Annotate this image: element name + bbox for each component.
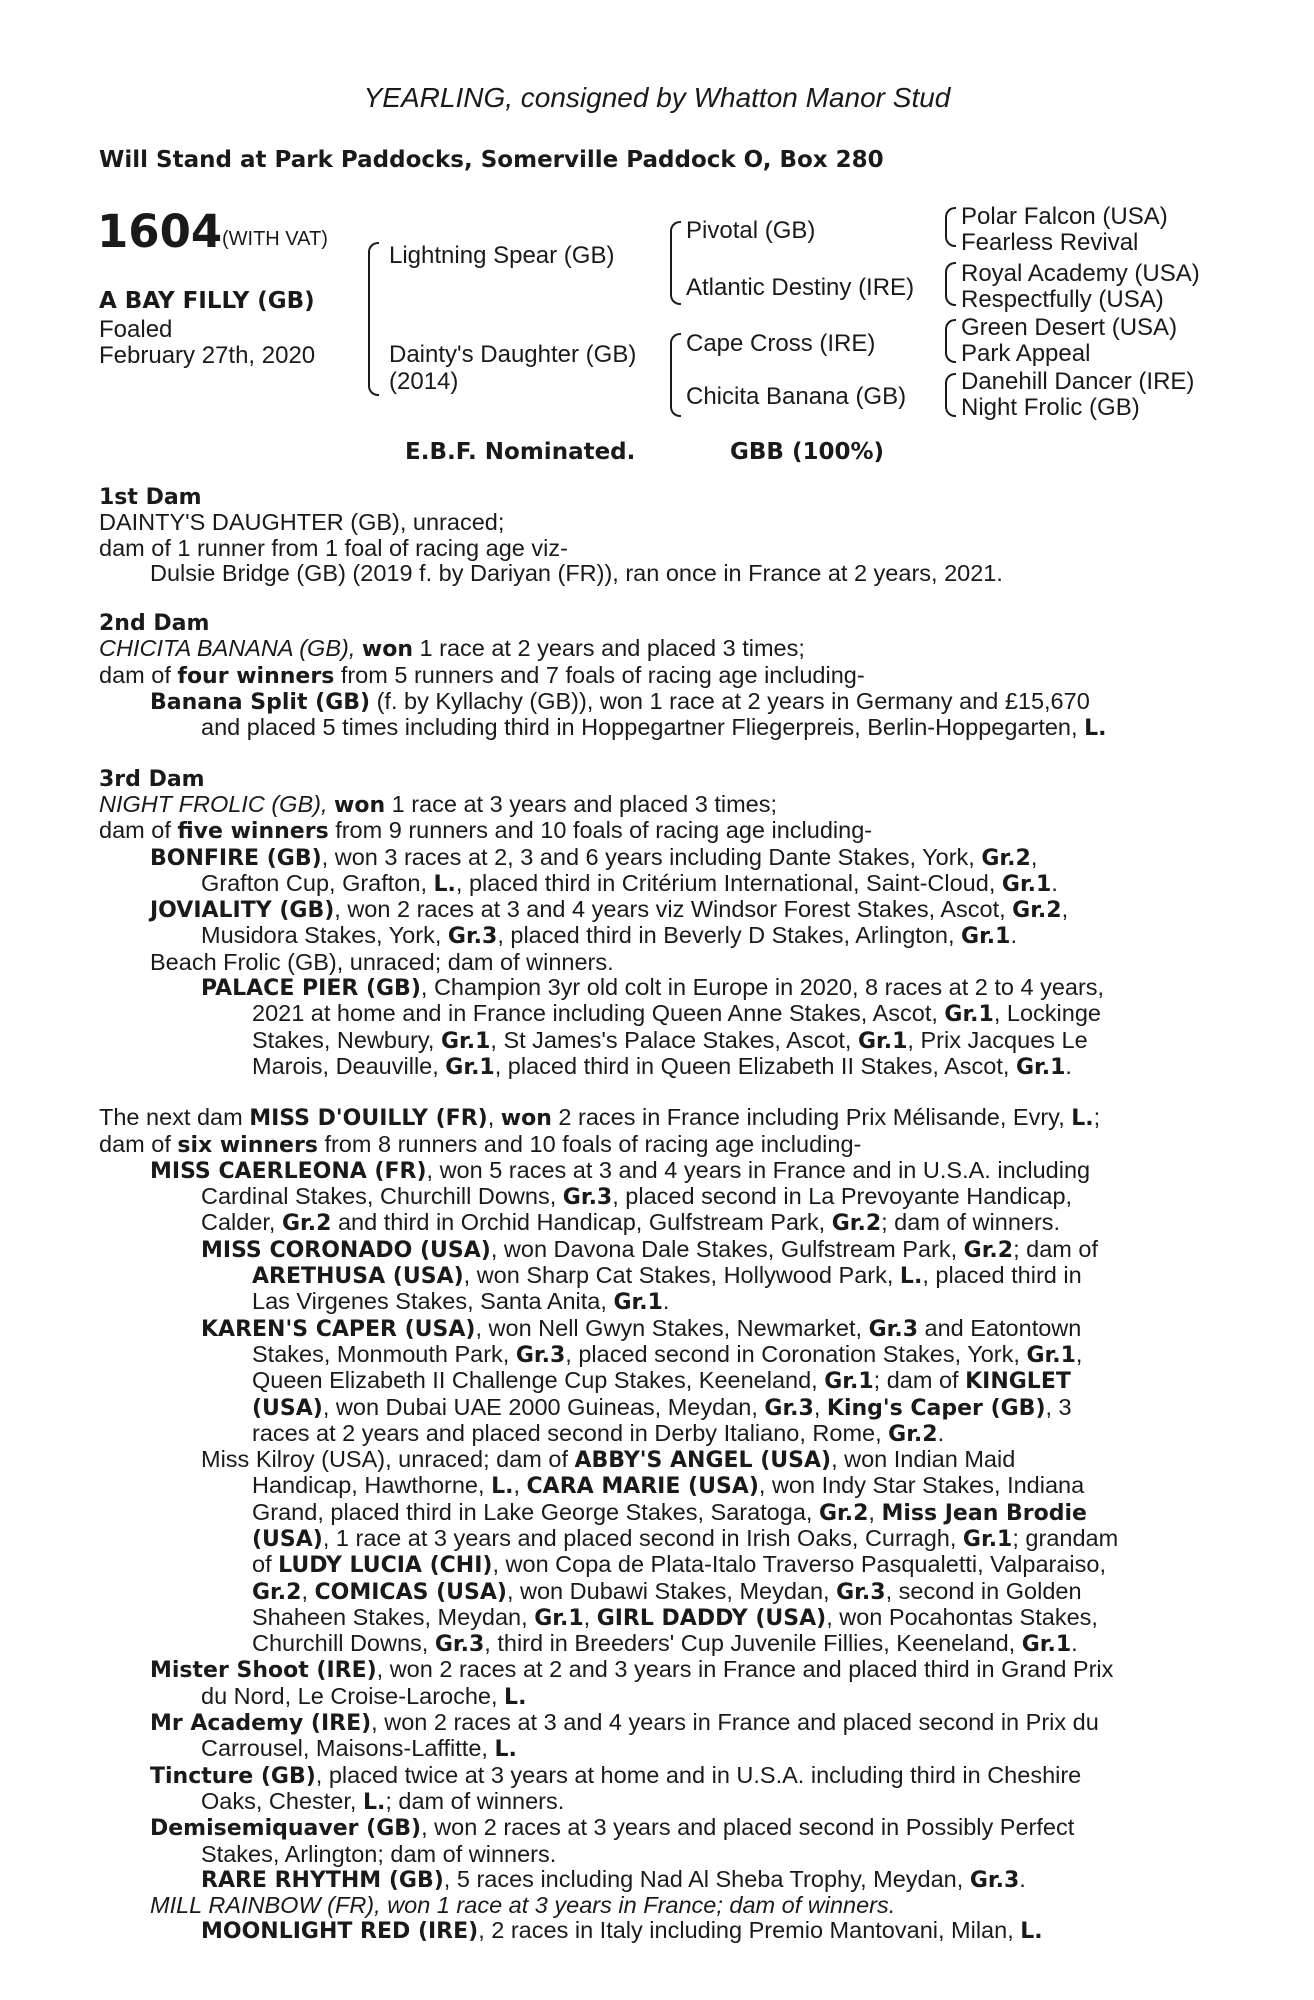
text: Stakes, Newbury, [252, 1026, 441, 1053]
next-dam-line [99, 1763, 1209, 1789]
text: Shaheen Stakes, Meydan, [252, 1603, 535, 1630]
horse-name: (USA) [252, 1526, 323, 1552]
horse-name: Tincture (GB) [150, 1763, 316, 1789]
text: ; grandam [1012, 1524, 1119, 1551]
text: 2021 at home and in France including Queen Anne Stakes, Ascot, [252, 1000, 945, 1027]
grandparent-1: Polar Falcon (USA) [961, 203, 1168, 230]
next-dam-line [99, 1736, 1209, 1762]
grandparent-3: Royal Academy (USA) [961, 260, 1200, 287]
grade: L. [494, 1737, 517, 1763]
horse-name: LUDY LUCIA (CHI) [278, 1553, 493, 1579]
next-dam-line [99, 1473, 1209, 1499]
next-dam-line [99, 1918, 1209, 1944]
text: from 8 runners and 10 foals of racing age including- [317, 1130, 862, 1157]
text: , 5 races including Nad Al Sheba Trophy, Meydan, [443, 1865, 970, 1892]
pedigree-brace-sire [670, 221, 681, 305]
text: ; dam of winners. [385, 1787, 565, 1814]
grade: Gr.3 [764, 1395, 814, 1421]
gbb-status: GBB (100%) [730, 439, 885, 465]
emphasis: won [334, 792, 386, 818]
next-dam-line [99, 1210, 1209, 1236]
second-dam-heading: 2nd Dam [99, 611, 210, 637]
grade: Gr.3 [836, 1579, 886, 1605]
third-dam-line [99, 1001, 1209, 1027]
text: and third in Orchid Handicap, Gulfstream Park, [331, 1209, 832, 1236]
text: ; dam of [1013, 1235, 1098, 1262]
text: The next dam [99, 1104, 250, 1131]
text: Carrousel, Maisons-Laffitte, [201, 1735, 495, 1762]
next-dam-line: Stakes, Arlington; dam of winners. [201, 1840, 557, 1867]
text: Queen Elizabeth II Challenge Cup Stakes, Keeneland, [252, 1367, 825, 1394]
text: , 2 races in Italy including Premio Mantovani, Milan, [478, 1917, 1021, 1944]
text: , [513, 1472, 527, 1499]
text: . [662, 1288, 670, 1315]
grade: Gr.2 [831, 1211, 882, 1237]
vat-note: (WITH VAT) [222, 228, 328, 250]
grade: Gr.1 [1001, 871, 1052, 897]
first-dam-heading: 1st Dam [99, 485, 202, 510]
dam-name: CHICITA BANANA (GB), [99, 635, 362, 662]
horse-name: RARE RHYTHM (GB) [201, 1867, 444, 1893]
lot-description: A BAY FILLY (GB) [99, 288, 315, 314]
text: from 9 runners and 10 foals of racing age including- [328, 817, 873, 844]
second-dam-line [99, 663, 1209, 689]
dam-name: NIGHT FROLIC (GB), [99, 790, 334, 817]
third-dam-line [99, 818, 1209, 844]
text: , Champion 3yr old colt in Europe in 2020, 8 races at 2 to 4 years, [420, 974, 1105, 1001]
text: , won Nell Gwyn Stakes, Newmarket, [475, 1314, 869, 1341]
text: , won 2 races at 3 and 4 years viz Windsor Forest Stakes, Ascot, [334, 896, 1013, 923]
pedigree-brace-dam [670, 333, 681, 417]
text: , 3 [1045, 1393, 1072, 1420]
text: (f. by Kyllachy (GB)), won 1 race at 2 years in Germany and £15,670 [370, 688, 1090, 715]
foaled-date: February 27th, 2020 [99, 342, 316, 369]
text: du Nord, Le Croise-Laroche, [201, 1682, 505, 1709]
grade: L. [1020, 1919, 1043, 1945]
text: , placed third in Queen Elizabeth II Stakes, Ascot, [494, 1052, 1016, 1079]
next-dam-line [99, 1263, 1209, 1289]
horse-name: BONFIRE (GB) [150, 845, 322, 871]
pedigree-brace-g4 [945, 373, 956, 417]
horse-name: Mister Shoot (IRE) [150, 1658, 377, 1684]
text: Oaks, Chester, [201, 1787, 363, 1814]
text: , [1061, 896, 1069, 923]
grade: Gr.1 [1021, 1632, 1072, 1658]
ebf-nomination: E.B.F. Nominated. [405, 439, 636, 465]
text: , placed third in [922, 1262, 1082, 1289]
text: , [868, 1498, 882, 1525]
horse-name: GIRL DADDY (USA) [596, 1605, 827, 1631]
sire-sire: Pivotal (GB) [686, 217, 816, 244]
second-dam-line [99, 689, 1209, 715]
next-dam-line [99, 1158, 1209, 1184]
horse-name: Miss Jean Brodie [881, 1500, 1087, 1526]
horse-name: MISS CORONADO (USA) [201, 1237, 491, 1263]
next-dam-line [99, 1579, 1209, 1605]
text: . [1010, 922, 1017, 949]
next-dam-line: MILL RAINBOW (FR), won 1 race at 3 years in France; dam of winners. [150, 1892, 896, 1919]
first-dam-line: dam of 1 runner from 1 foal of racing age viz- [99, 534, 568, 561]
next-dam-line [99, 1447, 1209, 1473]
third-dam-line [99, 1028, 1209, 1054]
next-dam-line [99, 1552, 1209, 1578]
dam: Dainty's Daughter (GB) [389, 341, 637, 368]
text: 1 race at 2 years and placed 3 times; [412, 635, 805, 662]
horse-name: MISS CAERLEONA (FR) [150, 1158, 427, 1184]
text: , won 5 races at 3 and 4 years in France and in U.S.A. including [426, 1156, 1091, 1183]
text: Cardinal Stakes, Churchill Downs, [201, 1183, 563, 1210]
second-dam-line [99, 715, 1209, 741]
text: , 1 race at 3 years and placed second in Irish Oaks, Curragh, [322, 1524, 963, 1551]
next-dam-line [99, 1132, 1209, 1158]
grade: L. [1071, 1106, 1094, 1132]
horse-name: Mr Academy (IRE) [150, 1711, 372, 1737]
text: ; dam of [873, 1367, 966, 1394]
third-dam-line [99, 845, 1209, 871]
foaled-label: Foaled [99, 316, 173, 343]
horse-name: MOONLIGHT RED (IRE) [201, 1919, 479, 1945]
text: , [487, 1104, 501, 1131]
horse-name: King's Caper (GB) [826, 1395, 1046, 1421]
grandparent-7: Danehill Dancer (IRE) [961, 368, 1195, 395]
next-dam-line [99, 1316, 1209, 1342]
grade: L. [899, 1264, 923, 1290]
grade: Gr.3 [969, 1867, 1020, 1893]
grade: Gr.2 [282, 1211, 332, 1237]
grade: L. [491, 1474, 514, 1500]
dam-dam: Chicita Banana (GB) [686, 383, 907, 410]
text: . [1051, 869, 1058, 896]
text: , Lockinge [993, 1000, 1101, 1027]
grade: L. [1084, 716, 1107, 742]
grade: L. [433, 871, 456, 897]
emphasis: won [500, 1106, 552, 1132]
text: , won 2 races at 3 and 4 years in France and placed second in Prix du [371, 1709, 1099, 1736]
third-dam-line [99, 897, 1209, 923]
grandparent-5: Green Desert (USA) [961, 314, 1178, 341]
horse-name: ABBY'S ANGEL (USA) [574, 1448, 832, 1474]
grade: Gr.3 [868, 1316, 919, 1342]
sire: Lightning Spear (GB) [389, 242, 615, 269]
grade: Gr.1 [961, 924, 1011, 950]
emphasis: six winners [177, 1132, 318, 1158]
text: Grafton Cup, Grafton, [201, 869, 434, 896]
text: , won 2 races at 3 years and placed second in Possibly Perfect [421, 1814, 1075, 1841]
text: . [937, 1419, 945, 1446]
third-dam-line: Beach Frolic (GB), unraced; dam of winners. [150, 948, 614, 975]
dam-year: (2014) [389, 368, 459, 395]
text: , won Indy Star Stakes, Indiana [758, 1472, 1085, 1499]
pedigree-brace-main [368, 242, 379, 396]
text: dam of [99, 661, 178, 688]
text: , placed second in La Prevoyante Handicap, [612, 1183, 1073, 1210]
next-dam-line [99, 1867, 1209, 1893]
grade: Gr.1 [857, 1028, 908, 1054]
text: , won Dubawi Stakes, Meydan, [506, 1577, 837, 1604]
next-dam-line [99, 1289, 1209, 1315]
horse-name: PALACE PIER (GB) [201, 976, 421, 1002]
text: , Prix Jacques Le [907, 1026, 1088, 1053]
text: . [1071, 1630, 1078, 1657]
horse-name: MISS D'OUILLY (FR) [249, 1106, 488, 1132]
text: dam of [99, 817, 178, 844]
text: , [1075, 1340, 1083, 1367]
grandparent-2: Fearless Revival [961, 229, 1139, 256]
text: , third in Breeders' Cup Juvenile Fillies, Keeneland, [484, 1630, 1022, 1657]
second-dam-line [99, 636, 1209, 662]
next-dam-line [99, 1105, 1209, 1131]
text: , won Sharp Cat Stakes, Hollywood Park, [463, 1262, 900, 1289]
text: , won Copa de Plata-Italo Traverso Pasqualetti, Valparaiso, [492, 1551, 1106, 1578]
emphasis: won [361, 637, 413, 663]
grade: Gr.1 [944, 1002, 994, 1028]
next-dam-line [99, 1237, 1209, 1263]
text: Musidora Stakes, York, [201, 922, 448, 949]
pedigree-brace-g2 [945, 262, 956, 306]
horse-name: KINGLET [965, 1369, 1071, 1395]
text: Churchill Downs, [252, 1630, 435, 1657]
text: , won Dubai UAE 2000 Guineas, Meydan, [322, 1393, 765, 1420]
grade: Gr.1 [1026, 1342, 1076, 1368]
grade: Gr.3 [434, 1632, 485, 1658]
grandparent-4: Respectfully (USA) [961, 286, 1164, 313]
third-dam-heading: 3rd Dam [99, 766, 205, 792]
grade: Gr.1 [962, 1526, 1013, 1552]
text: , won Davona Dale Stakes, Gulfstream Park, [490, 1235, 964, 1262]
text: ; [1093, 1104, 1101, 1131]
text: , [301, 1577, 315, 1604]
horse-name: (USA) [252, 1395, 323, 1421]
text: from 5 runners and 7 foals of racing age including- [334, 661, 865, 688]
grade: L. [504, 1684, 527, 1710]
next-dam-line [99, 1605, 1209, 1631]
next-dam-line [99, 1500, 1209, 1526]
text: , won Indian Maid [831, 1446, 1016, 1473]
grandparent-6: Park Appeal [961, 340, 1091, 367]
text: Marois, Deauville, [252, 1052, 446, 1079]
text: , [1030, 843, 1038, 870]
text: , [813, 1393, 827, 1420]
third-dam-line [99, 792, 1209, 818]
next-dam-line [99, 1184, 1209, 1210]
grade: Gr.3 [447, 924, 498, 950]
next-dam-line [99, 1421, 1209, 1447]
text: , St James's Palace Stakes, Ascot, [490, 1026, 858, 1053]
sire-dam: Atlantic Destiny (IRE) [686, 274, 915, 301]
third-dam-line [99, 975, 1209, 1001]
grade: Gr.2 [1012, 898, 1062, 924]
text: of [252, 1551, 279, 1578]
grade: Gr.2 [252, 1579, 302, 1605]
next-dam-line [99, 1368, 1209, 1394]
horse-name: KAREN'S CAPER (USA) [201, 1316, 476, 1342]
text: , second in Golden [885, 1577, 1082, 1604]
dam-sire: Cape Cross (IRE) [686, 330, 876, 357]
grade: Gr.1 [1015, 1054, 1066, 1080]
third-dam-line [99, 923, 1209, 949]
grade: Gr.2 [818, 1500, 869, 1526]
text: Las Virgenes Stakes, Santa Anita, [252, 1288, 614, 1315]
text: . [1065, 1052, 1072, 1079]
catalogue-body [99, 485, 1209, 1945]
next-dam-line [99, 1526, 1209, 1552]
text: , placed third in Critérium International, Saint-Cloud, [455, 869, 1002, 896]
pedigree-brace-g1 [945, 207, 956, 247]
horse-name: CARA MARIE (USA) [526, 1474, 759, 1500]
grade: L. [362, 1789, 386, 1815]
third-dam-line [99, 1054, 1209, 1080]
sale-location: Will Stand at Park Paddocks, Somerville Paddock O, Box 280 [99, 147, 884, 173]
text: , [583, 1603, 597, 1630]
next-dam-line [99, 1395, 1209, 1421]
pedigree-brace-g3 [945, 319, 956, 363]
consignment-title: YEARLING, consigned by Whatton Manor Stud [363, 82, 951, 113]
horse-name: COMICAS (USA) [314, 1579, 507, 1605]
grade: Gr.2 [888, 1421, 938, 1447]
horse-name: Banana Split (GB) [150, 690, 371, 716]
next-dam-line [99, 1710, 1209, 1736]
emphasis: four winners [177, 663, 335, 689]
text: 2 races in France including Prix Mélisande, Evry, [551, 1104, 1072, 1131]
text: 1 race at 3 years and placed 3 times; [385, 790, 777, 817]
third-dam-line [99, 871, 1209, 897]
grade: Gr.1 [613, 1290, 663, 1316]
emphasis: five winners [177, 819, 329, 845]
lot-number: 1604 [97, 205, 223, 258]
next-dam-line [99, 1631, 1209, 1657]
text: and placed 5 times including third in Hoppegartner Fliegerpreis, Berlin-Hoppegarten, [201, 714, 1085, 741]
text: Stakes, Monmouth Park, [252, 1340, 516, 1367]
first-dam-line: DAINTY'S DAUGHTER (GB), unraced; [99, 509, 505, 536]
text: dam of [99, 1130, 178, 1157]
next-dam-line [99, 1342, 1209, 1368]
text: . [1019, 1865, 1026, 1892]
text: , placed second in Coronation Stakes, York, [565, 1340, 1027, 1367]
horse-name: ARETHUSA (USA) [252, 1264, 464, 1290]
grade: Gr.3 [515, 1342, 566, 1368]
text: and Eatontown [918, 1314, 1082, 1341]
next-dam-line [99, 1684, 1209, 1710]
text: , placed third in Beverly D Stakes, Arlington, [497, 922, 962, 949]
horse-name: JOVIALITY (GB) [150, 898, 335, 924]
horse-name: Demisemiquaver (GB) [150, 1816, 422, 1842]
grade: Gr.2 [963, 1237, 1014, 1263]
text: Grand, placed third in Lake George Stakes, Saratoga, [252, 1498, 819, 1525]
text: , won Pocahontas Stakes, [826, 1603, 1098, 1630]
text: Handicap, Hawthorne, [252, 1472, 492, 1499]
text: , won 2 races at 2 and 3 years in France and placed third in Grand Prix [376, 1656, 1114, 1683]
text: , placed twice at 3 years at home and in U.S.A. including third in Cheshire [315, 1761, 1082, 1788]
first-dam-line: Dulsie Bridge (GB) (2019 f. by Dariyan (FR)), ran once in France at 2 years, 2021. [150, 559, 1003, 586]
grade: Gr.1 [440, 1028, 491, 1054]
text: Miss Kilroy (USA), unraced; dam of [201, 1446, 575, 1473]
text: races at 2 years and placed second in Derby Italiano, Rome, [252, 1419, 889, 1446]
next-dam-line [99, 1657, 1209, 1683]
grade: Gr.1 [534, 1605, 584, 1631]
grade: Gr.1 [445, 1054, 495, 1080]
text: , won 3 races at 2, 3 and 6 years including Dante Stakes, York, [321, 843, 982, 870]
grade: Gr.3 [562, 1185, 613, 1211]
next-dam-line [99, 1815, 1209, 1841]
next-dam-line [99, 1789, 1209, 1815]
grade: Gr.2 [981, 845, 1031, 871]
grandparent-8: Night Frolic (GB) [961, 394, 1140, 421]
text: Calder, [201, 1209, 282, 1236]
grade: Gr.1 [824, 1369, 874, 1395]
text: ; dam of winners. [881, 1209, 1061, 1236]
